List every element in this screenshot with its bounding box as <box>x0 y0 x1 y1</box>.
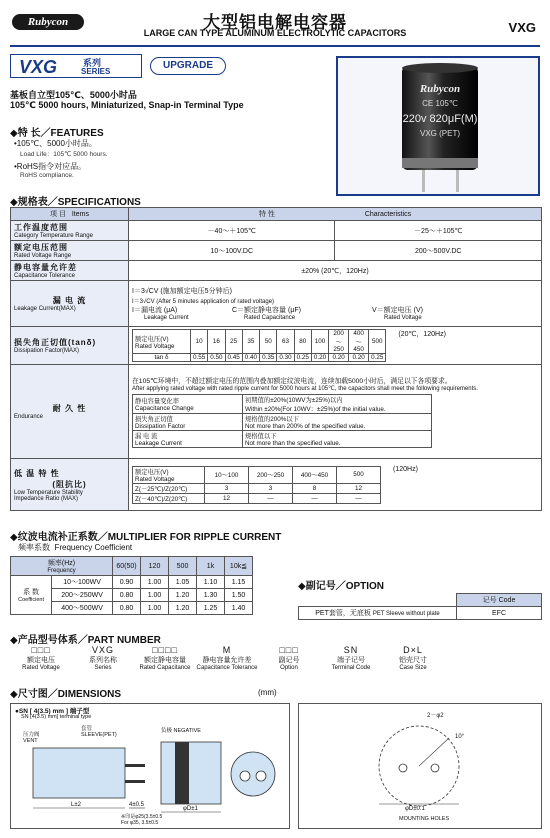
pcd-label: φD±0.1 <box>405 806 425 812</box>
dimensions-unit: (mm) <box>258 688 277 697</box>
pin-length-label: 4±0.5 <box>129 802 144 808</box>
lowtemp-r1-cell: 3 <box>249 483 293 493</box>
spec-df-value <box>129 327 542 365</box>
option-code: EFC <box>457 607 542 620</box>
ripple-freq-cell: 60(50) <box>113 557 141 576</box>
endurance-spec: 初期值的±20%(10WV为±25%)以内 Within ±20%(For 10WV：±25%)of the initial value. <box>243 395 432 414</box>
df-tan-cell: 0.40 <box>242 354 259 362</box>
part-number-segment <box>196 645 258 671</box>
ripple-value: 1.05 <box>169 576 197 589</box>
spec-df-label: 损失角正切值(tanδ) Dissipation Factor(MAX) <box>11 327 129 365</box>
photo-series: VXG (PET) <box>419 129 461 138</box>
side-view-svg <box>11 704 289 828</box>
ripple-title: ◆纹波电流补正系数／MULTIPLIER FOR RIPPLE CURRENT <box>10 532 282 543</box>
part-code: □□□ <box>31 645 51 655</box>
df-voltage-cell: 100 <box>311 330 328 354</box>
feature-2-cn: •RoHS指令对应品。 <box>14 162 87 171</box>
ripple-value: 1.15 <box>225 576 253 589</box>
spec-header-item: 项 目 Items <box>11 208 129 221</box>
part-number-segment <box>320 645 382 671</box>
intro-en: 105℃ 5000 hours, Miniaturized, Snap-in Terminal Type <box>10 100 244 110</box>
ripple-value: 1.20 <box>169 589 197 602</box>
upgrade-badge: UPGRADE <box>150 57 226 75</box>
df-tan-label: tan δ <box>133 354 191 362</box>
spec-endurance-label: 耐 久 性 Endurance <box>11 365 129 459</box>
part-label-cn: 系列名称 <box>89 657 117 664</box>
angle-label: 10° <box>455 734 465 740</box>
ripple-freq-cell: 120 <box>141 557 169 576</box>
ripple-value: 1.00 <box>141 576 169 589</box>
spec-voltage-v1: 10～100V.DC <box>129 241 335 261</box>
vent-label: 压力阀 VENT <box>23 732 40 744</box>
ripple-row <box>11 576 253 589</box>
part-label-cn: 铝壳尺寸 <box>399 657 427 664</box>
lowtemp-r1-cell: 8 <box>293 483 337 493</box>
feature-1-en: Load Life：105℃ 5000 hours. <box>20 151 108 158</box>
part-code: VXG <box>91 645 114 655</box>
dimensions-title: ◆尺寸图／DIMENSIONS <box>10 689 122 700</box>
ripple-value: 1.50 <box>225 589 253 602</box>
part-label-cn: 额定静电容量 <box>144 657 186 664</box>
ripple-range: 10～100WV <box>52 576 113 589</box>
ripple-value: 1.10 <box>197 576 225 589</box>
df-tan-cell: 0.50 <box>208 354 225 362</box>
df-tan-cell: 0.45 <box>225 354 242 362</box>
ripple-coef-label: 系 数 Coefficient <box>11 576 52 615</box>
df-voltage-cell: 10 <box>191 330 208 354</box>
series-code: VXG <box>508 20 536 35</box>
endurance-spec: 规格值的200%以下 Not more than 200% of the specified value. <box>243 414 432 431</box>
df-table <box>132 329 386 362</box>
lowtemp-voltage-cell: 500 <box>337 466 381 483</box>
df-tan-cell: 0.20 <box>311 354 328 362</box>
ripple-range: 400～500WV <box>52 602 113 615</box>
photo-brand: Rubycon <box>419 83 461 95</box>
spec-temp-v2: －25～＋105℃ <box>335 221 542 241</box>
lowtemp-r2-cell: — <box>293 493 337 503</box>
ripple-value: 1.30 <box>197 589 225 602</box>
df-voltage-cell: 16 <box>208 330 225 354</box>
spec-temp-label: 工作温度范围 Category Temperature Range <box>11 221 129 241</box>
terminal-type-en: SN [4(3.5) mm] terminal type <box>21 714 92 720</box>
ripple-subtitle: 频率系数 Frequency Coefficient <box>18 543 133 552</box>
part-number-segment <box>72 645 134 671</box>
df-voltage-cell: 35 <box>242 330 259 354</box>
footnote: ※印是φ25(3.5±0.5 For φ35, 3.5±0.5 <box>121 814 163 826</box>
part-number-segment <box>258 645 320 671</box>
hole-count-label: 2－φ2 <box>427 713 444 719</box>
lowtemp-r2-cell: — <box>249 493 293 503</box>
capacitor-image <box>338 58 538 194</box>
ripple-value: 1.40 <box>225 602 253 615</box>
spec-endurance-value: 在105℃环境中，不超过额定电压的范围内叠加额定纹波电流，连续加载5000小时后，满足以下各项要求。 After applying rated voltage with rated ripple current for 5000 hours at 105℃, the capacitors shall meet the following requirements. 静电容量变化率 Capacitance Change 初期值的±20%(10WV为±25%)以内 Within ±20%(For 10WV：±25%)of the initial value. 损失角正切值 Dissipation Factor 规格值的200%以下 Not more than 200% of the specified value. 漏 电 流 Leakage Current 规格值以下 Not more than the specified value. <box>129 365 542 459</box>
spec-table <box>10 207 542 511</box>
brand-logo: Rubycon <box>12 14 84 30</box>
spec-lowtemp-label: 低 温 特 性 (阻抗比) Low Temperature Stability Impedance Ratio (MAX) <box>11 459 129 511</box>
spec-header-char: 特 性 Characteristics <box>129 208 542 221</box>
spec-temp-v1: －40～＋105℃ <box>129 221 335 241</box>
mounting-holes-label: MOUNTING HOLES <box>399 816 450 822</box>
df-tan-cell: 0.25 <box>369 354 386 362</box>
df-tan-cell: 0.30 <box>277 354 294 362</box>
part-number-segment <box>382 645 444 671</box>
part-label-en: Series <box>94 665 112 671</box>
option-title: ◆副记号／OPTION <box>298 581 385 592</box>
lowtemp-voltage-cell: 200～250 <box>249 466 293 483</box>
ripple-freq-cell: 500 <box>169 557 197 576</box>
dimension-drawing-holes <box>298 703 542 829</box>
dimension-drawing-side <box>10 703 290 829</box>
df-tan-cell: 0.35 <box>260 354 277 362</box>
part-code: M <box>222 645 232 655</box>
endurance-spec: 规格值以下 Not more than the specified value. <box>243 431 432 448</box>
part-number-title: ◆产品型号体系／PART NUMBER <box>10 635 161 646</box>
part-number-segment <box>10 645 72 671</box>
endurance-item: 损失角正切值 Dissipation Factor <box>133 414 243 431</box>
lowtemp-table: 额定电压(V) Rated Voltage 10～100 200～250 400～450 500 Z(－25℃)/Z(20℃) 3 3 8 12 Z(－40℃)/Z(20℃) 12 — — — <box>132 466 381 504</box>
spec-tolerance-value: ±20% (20℃，120Hz) <box>129 261 542 281</box>
length-label: L±2 <box>71 802 81 808</box>
negative-label: 负极 NEGATIVE <box>161 728 201 734</box>
page-title-cn: 大型铝电解电容器 <box>203 13 347 32</box>
part-code: □□□□ <box>152 645 178 655</box>
photo-value: 220v 820μF(M) <box>402 113 478 125</box>
part-label-en: Rated Voltage <box>22 665 60 671</box>
spec-voltage-label: 额定电压范围 Rated Voltage Range <box>11 241 129 261</box>
part-label-en: Capacitance Tolerance <box>196 665 258 671</box>
df-tan-cell: 0.20 <box>329 354 349 362</box>
part-label-cn: 副记号 <box>278 657 300 664</box>
spec-lowtemp-value <box>129 459 542 511</box>
lowtemp-r2-cell: 12 <box>205 493 249 503</box>
df-note: (20℃，120Hz) <box>398 331 446 338</box>
df-voltage-cell: 80 <box>294 330 311 354</box>
part-label-en: Terminal Code <box>331 665 371 671</box>
lowtemp-r1-cell: 12 <box>337 483 381 493</box>
spec-leakage-label: 漏 电 流 Leakage Current(MAX) <box>11 281 129 327</box>
ripple-table <box>10 556 253 615</box>
df-voltage-cell: 400～450 <box>349 330 369 354</box>
header-divider <box>10 45 540 47</box>
lowtemp-r2-cell: — <box>337 493 381 503</box>
part-code: □□□ <box>279 645 299 655</box>
product-photo <box>336 56 540 196</box>
series-name: VXG <box>19 57 58 77</box>
ripple-value: 1.20 <box>169 602 197 615</box>
ripple-freq-header: 频率(Hz) Frequency <box>11 557 113 576</box>
part-label-cn: 端子记号 <box>337 657 365 664</box>
terminal-type-cn: ●SN [ 4(3.5) mm ] 端子型 <box>15 708 90 715</box>
part-code: SN <box>343 645 359 655</box>
specs-title: ◆规格表／SPECIFICATIONS <box>10 197 141 208</box>
spec-tolerance-label: 静电容量允许差 Capacitance Tolerance <box>11 261 129 281</box>
intro-cn: 基板自立型105℃、5000小时品 <box>10 90 137 100</box>
feature-1-cn: •105℃、5000小时品。 <box>14 139 97 148</box>
ripple-value: 0.90 <box>113 576 141 589</box>
endurance-item: 静电容量变化率 Capacitance Change <box>133 395 243 414</box>
option-desc: PET套管，无底板 PET Sleeve without plate <box>299 607 457 620</box>
endurance-row <box>133 431 432 448</box>
feature-2-en: RoHS compliance. <box>20 172 74 179</box>
ripple-range: 200～250WV <box>52 589 113 602</box>
df-voltage-cell: 25 <box>225 330 242 354</box>
ripple-value: 0.80 <box>113 602 141 615</box>
df-voltage-cell: 200～250 <box>329 330 349 354</box>
endurance-table <box>132 394 432 448</box>
photo-rating: CE 105℃ <box>422 99 458 108</box>
ripple-value: 1.00 <box>141 602 169 615</box>
ripple-value: 1.25 <box>197 602 225 615</box>
series-label-en: SERIES <box>81 67 111 76</box>
ripple-freq-cell: 1k <box>197 557 225 576</box>
part-label-cn: 静电容量允许差 <box>202 657 252 664</box>
endurance-row <box>133 395 432 414</box>
df-tan-cell: 0.20 <box>349 354 369 362</box>
lowtemp-voltage-cell: 10～100 <box>205 466 249 483</box>
part-number-row <box>10 645 450 671</box>
df-voltage-cell: 50 <box>260 330 277 354</box>
part-label-en: Option <box>280 665 298 671</box>
lowtemp-voltage-cell: 400～450 <box>293 466 337 483</box>
part-number-segment <box>134 645 196 671</box>
spec-voltage-v2: 200～500V.DC <box>335 241 542 261</box>
ripple-value: 0.80 <box>113 589 141 602</box>
option-table <box>298 593 542 620</box>
part-label-en: Case Size <box>399 665 427 671</box>
diameter-label: φD±1 <box>183 806 198 812</box>
lowtemp-note: (120Hz) <box>393 465 418 473</box>
ripple-freq-cell: 10k≦ <box>225 557 253 576</box>
df-tan-cell: 0.55 <box>191 354 208 362</box>
page-title-en: LARGE CAN TYPE ALUMINUM ELECTROLYTIC CAPACITORS <box>143 28 407 38</box>
endurance-item: 漏 电 流 Leakage Current <box>133 431 243 448</box>
option-code-header: 记号 Code <box>457 594 542 607</box>
endurance-row <box>133 414 432 431</box>
df-tan-cell: 0.25 <box>294 354 311 362</box>
spec-leakage-value: I＝3√CV (施加额定电压5分钟后) I＝3√CV (After 5 minutes application of rated voltage) I＝漏电流 (μA) C＝额定静电容量 (μF) V＝额定电压 (V) Leakage Current Rated Capacitance Rated Voltage <box>129 281 542 327</box>
part-label-cn: 额定电压 <box>27 657 55 664</box>
df-voltage-cell: 63 <box>277 330 294 354</box>
part-code: D×L <box>403 645 423 655</box>
lowtemp-r1-cell: 3 <box>205 483 249 493</box>
part-label-en: Rated Capacitance <box>139 665 191 671</box>
series-label-cn: 系列 <box>83 58 102 68</box>
features-list <box>14 138 108 179</box>
df-voltage-header: 额定电压(V) Rated Voltage <box>133 330 191 354</box>
features-title: ◆特 长／FEATURES <box>10 128 104 139</box>
df-voltage-cell: 500 <box>369 330 386 354</box>
series-box <box>10 54 142 78</box>
ripple-value: 1.00 <box>141 589 169 602</box>
sleeve-label: 套管 SLEEVE(PET) <box>81 726 117 738</box>
